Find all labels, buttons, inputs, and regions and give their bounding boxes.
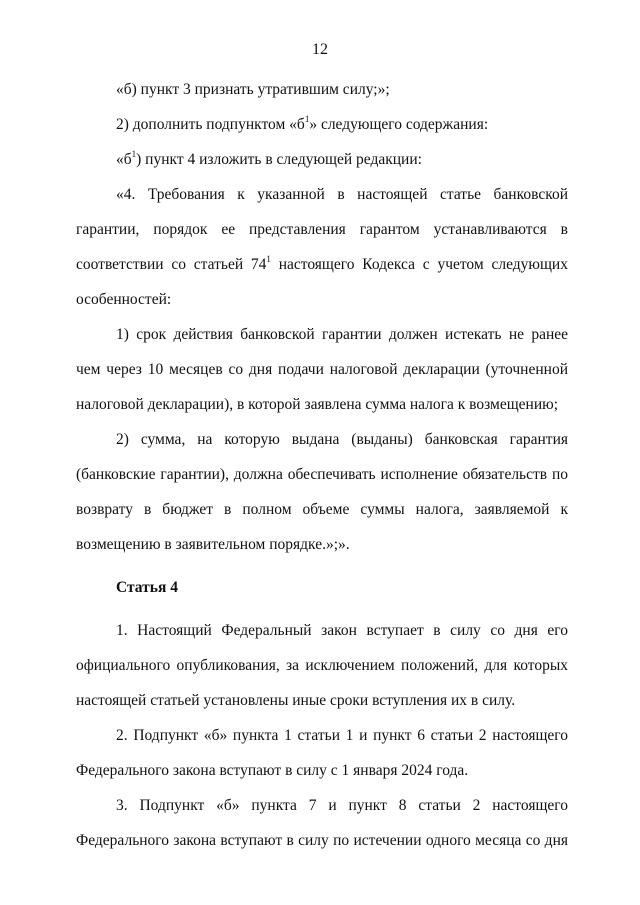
paragraph-term: 1) срок действия банковской гарантии должен истекать не ранее чем через 10 месяцев со дня подачи налоговой декларации (уточненной налоговой декларации), в которой заявлена сумма налога к возмещению; (76, 326, 568, 413)
text-fragment: 2) дополнить подпунктом «б (116, 116, 305, 133)
page-number: 12 (312, 41, 328, 58)
paragraph-requirements (76, 177, 568, 317)
text-fragment: «4. Требования к указанной в настоящей статье банковской гарантии, порядок ее представления гарантом устанавливаются в соответствии со статьей 74 (76, 186, 568, 273)
paragraph-article4-item1: 1. Настоящий Федеральный закон вступает в силу со дня его официального опубликования, за исключением положений, для которых настоящей статьей установлены иные сроки вступления их в силу. (76, 622, 568, 709)
text-fragment: настоящего Кодекса с учетом следующих особенностей: (76, 256, 568, 308)
text-fragment: «б (116, 151, 132, 168)
paragraph-b1-point-4 (76, 142, 568, 177)
paragraph-add-subpoint (76, 107, 568, 142)
text-fragment: » следующего содержания: (309, 116, 489, 133)
paragraph-amount: 2) сумма, на которую выдана (выданы) банковская гарантия (банковские гарантии), должна обеспечивать исполнение обязательств по возврату в бюджет в полном объеме суммы налога, заявляемой к возмещению в заявительном порядке.»;». (76, 431, 568, 553)
paragraph-b-point-3: «б) пункт 3 признать утратившим силу;»; (116, 81, 390, 98)
superscript: 1 (131, 148, 137, 159)
document-body (76, 72, 568, 858)
paragraph-article4-item2: 2. Подпункт «б» пункта 1 статьи 1 и пункт 6 статьи 2 настоящего Федерального закона вступают в силу с 1 января 2024 года. (76, 727, 568, 779)
article-heading: Статья 4 (116, 579, 178, 596)
superscript: 1 (304, 113, 310, 124)
text-fragment: ) пункт 4 изложить в следующей редакции: (136, 151, 422, 168)
paragraph-article4-item3: 3. Подпункт «б» пункта 7 и пункт 8 статьи 2 настоящего Федерального закона вступают в силу по истечении одного месяца со дня (76, 797, 568, 849)
superscript: 1 (266, 253, 271, 264)
